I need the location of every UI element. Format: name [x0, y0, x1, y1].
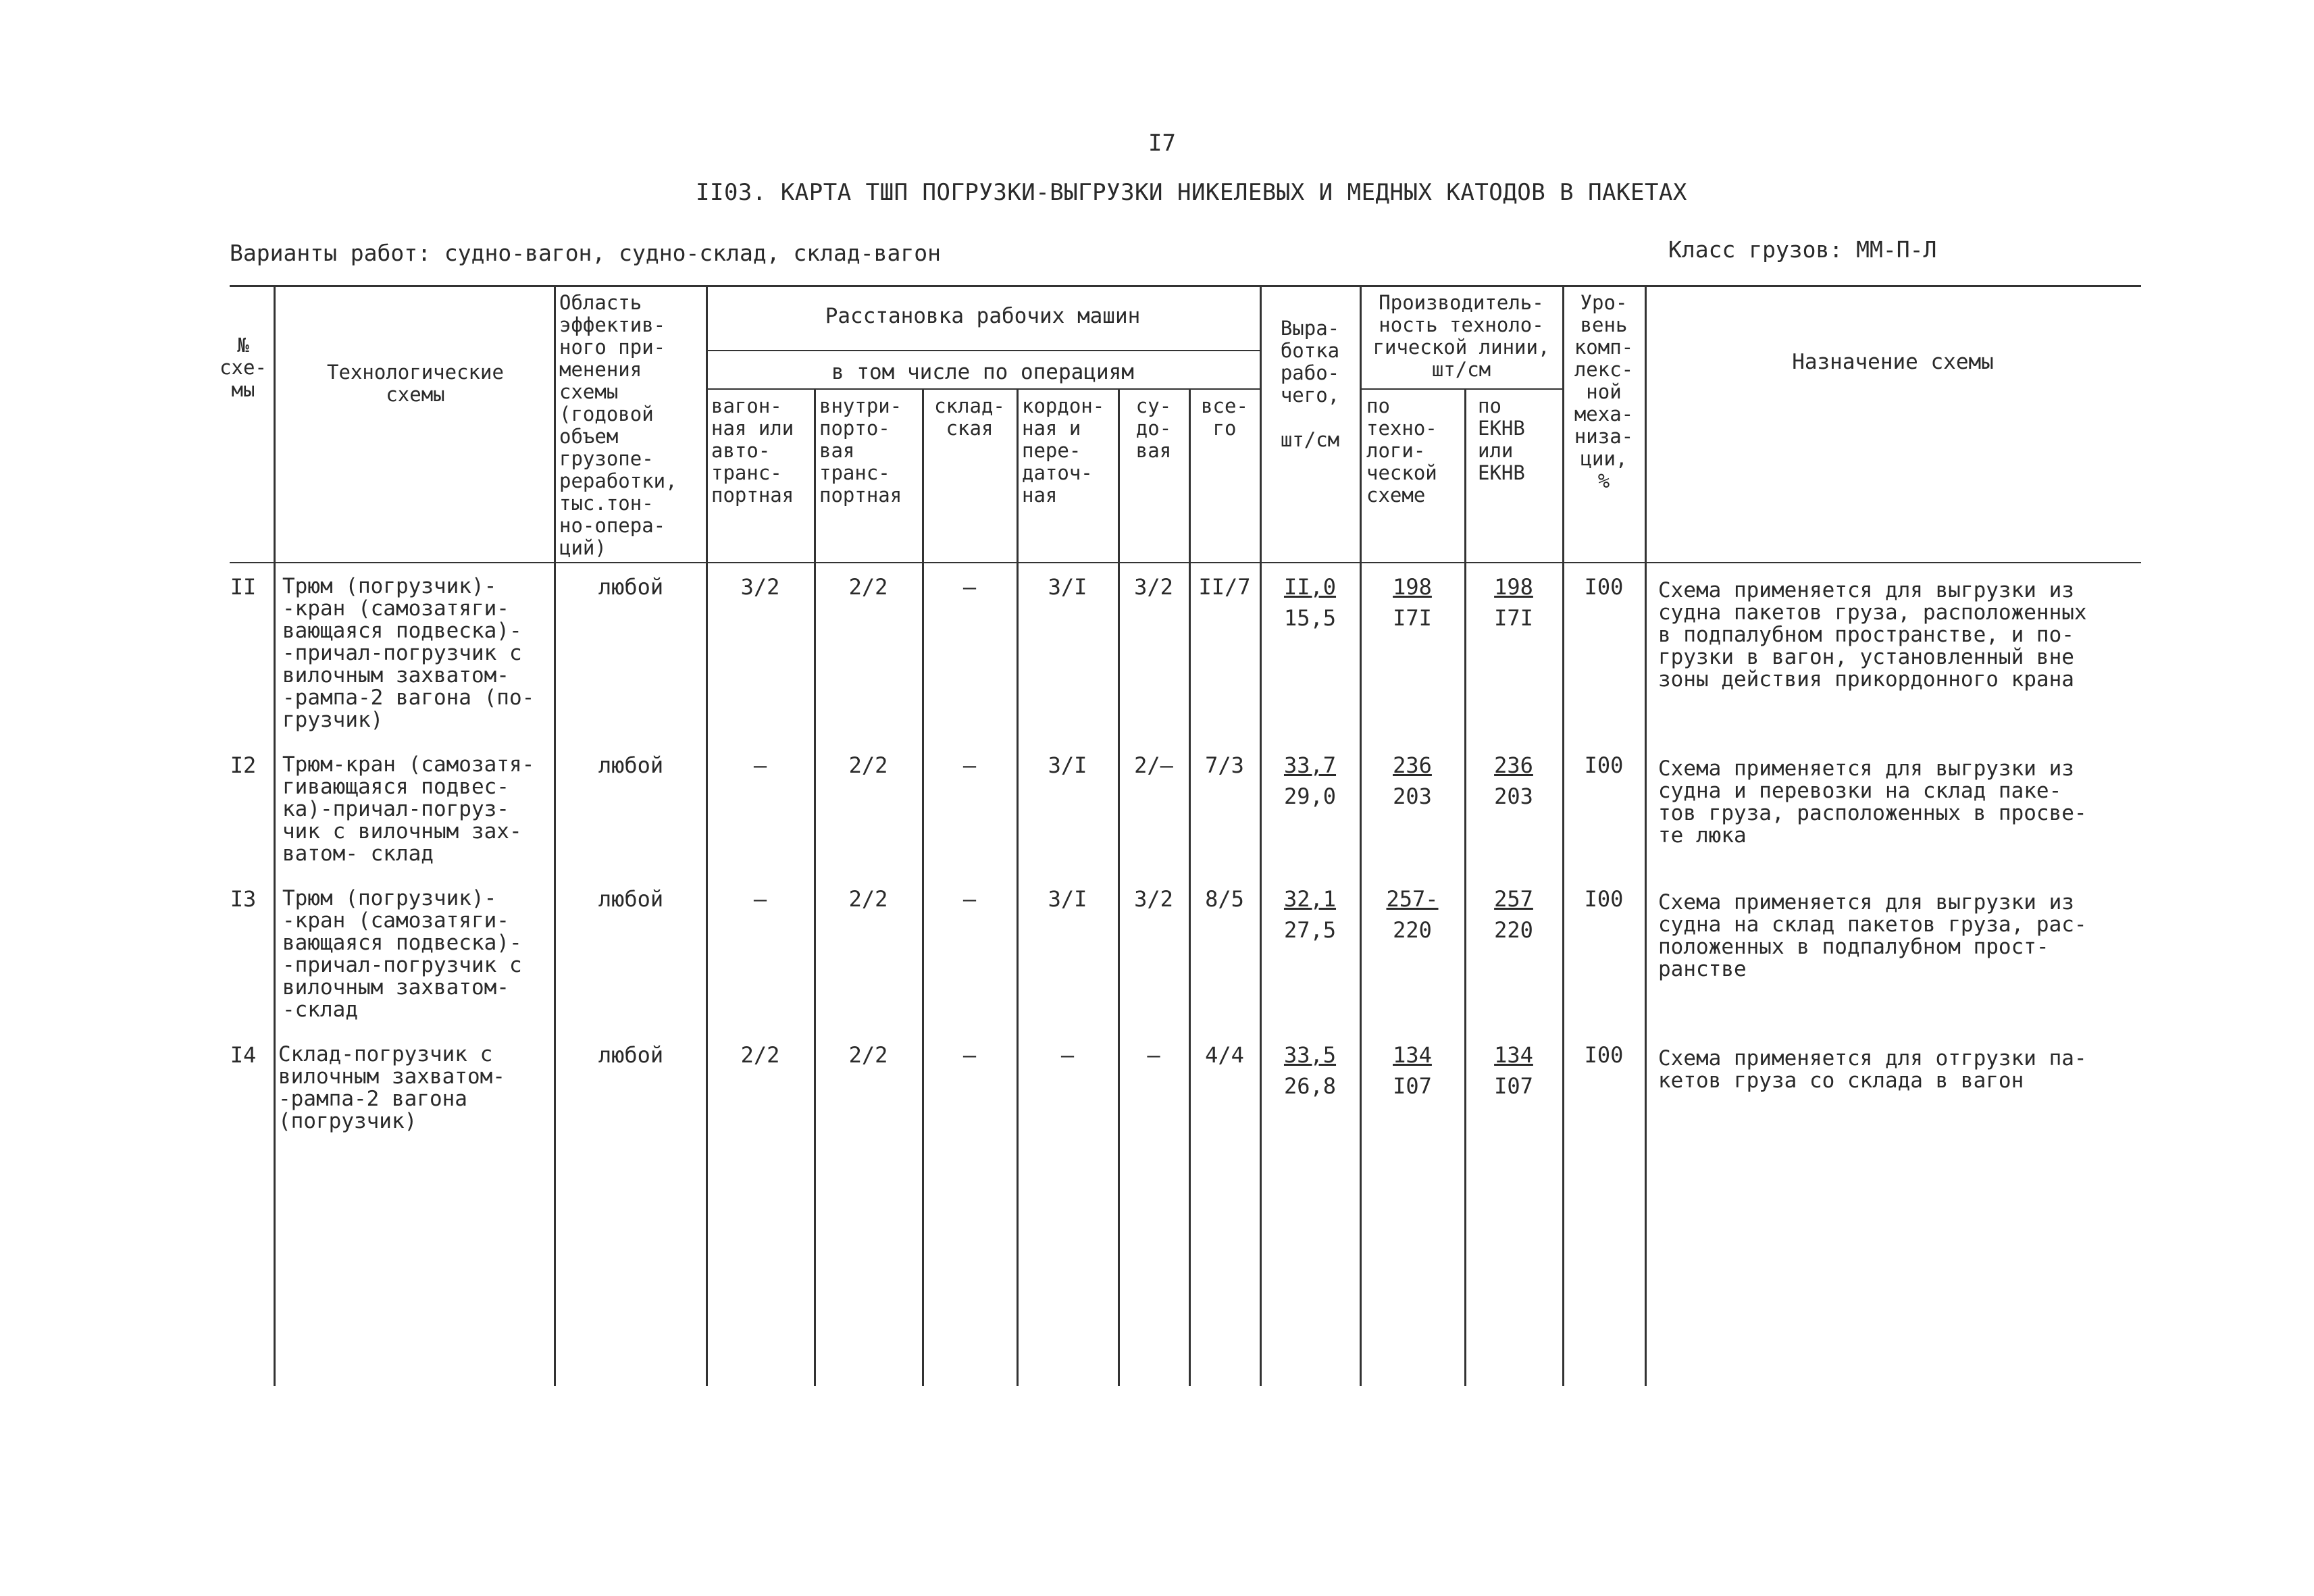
header-num [216, 334, 270, 401]
fraction-bottom: 203 [1494, 783, 1533, 809]
header-op-line: ная и [1022, 417, 1081, 440]
row-output [1262, 571, 1358, 634]
header-prod-line: шт/см [1431, 358, 1491, 381]
scheme-line: вающаяся подвеска)- [282, 931, 522, 955]
scheme-line: Трюм (погрузчик)- [282, 886, 497, 910]
header-num-line: схе- [220, 356, 267, 379]
header-op-internal [819, 395, 921, 507]
fraction-top: 236 [1494, 752, 1533, 778]
header-prod-tech-line: ческой [1366, 461, 1437, 484]
header-area-line: но-опера- [559, 514, 666, 537]
header-op-line: су- [1135, 394, 1172, 417]
purpose-line: судна и перевозки на склад паке- [1658, 779, 2062, 803]
row-mech: I00 [1584, 574, 1624, 600]
header-op-line: внутри- [819, 394, 902, 417]
row-scheme [282, 754, 552, 865]
header-output-line [1262, 407, 1358, 429]
header-op-line: вая [819, 439, 855, 462]
table-header-rule [230, 562, 2141, 563]
scheme-line: вилочным захватом- [282, 975, 509, 1000]
header-output [1262, 317, 1358, 451]
header-mech-line: % [1597, 469, 1610, 492]
row-num: II [230, 574, 257, 600]
row-prod-ekn [1466, 883, 1561, 946]
header-prod-tech-line: логи- [1366, 439, 1426, 462]
row-op-internal: 2/2 [848, 752, 888, 778]
row-op-warehouse: – [962, 886, 977, 912]
col-line [554, 285, 556, 1386]
header-area-line: тыс.тон- [559, 492, 654, 515]
scheme-line: (погрузчик) [278, 1109, 417, 1133]
header-mech-line: лекс- [1574, 358, 1634, 381]
work-variants: Варианты работ: судно-вагон, судно-склад, склад-вагон [230, 240, 941, 266]
fraction-bottom: 220 [1393, 917, 1432, 943]
header-op-line: транс- [711, 461, 782, 484]
purpose-line: Схема применяется для выгрузки из [1658, 890, 2074, 915]
row-purpose [1658, 580, 2141, 691]
header-mech-line: низа- [1574, 425, 1634, 448]
row-mech: I00 [1584, 886, 1624, 912]
scheme-line: Трюм (погрузчик)- [282, 574, 497, 598]
header-op-wagon [711, 395, 813, 507]
header-prod-line: гической линии, [1372, 336, 1550, 359]
row-op-wagon: 2/2 [740, 1042, 780, 1068]
header-prod-kn-line: ЕКНВ [1478, 461, 1525, 484]
row-prod-tech [1362, 1039, 1463, 1102]
fraction-bottom: 26,8 [1283, 1073, 1337, 1099]
row-scheme [282, 575, 552, 731]
fraction-bottom: I7I [1494, 605, 1533, 631]
header-op-line: пере- [1022, 439, 1081, 462]
header-prod-ekn [1478, 395, 1559, 484]
header-prod-tech-line: схеме [1366, 484, 1426, 507]
prod-subrule [1360, 388, 1562, 390]
fraction-top: 198 [1393, 574, 1432, 600]
header-area-line: ций) [559, 536, 607, 559]
row-mech: I00 [1584, 752, 1624, 778]
header-output-line: чего, [1280, 384, 1340, 407]
header-op-line: ская [946, 417, 994, 440]
header-prod-line: Производитель- [1379, 291, 1544, 314]
row-output [1262, 750, 1358, 812]
ops-subrule [706, 388, 1260, 390]
header-mech-line: ции, [1580, 447, 1628, 470]
row-prod-ekn [1466, 750, 1561, 812]
row-num: I3 [230, 886, 257, 912]
header-op-line: го [1212, 417, 1237, 440]
header-op-line: склад- [934, 394, 1005, 417]
header-placement: Расстановка рабочих машин [825, 304, 1141, 328]
row-prod-tech [1362, 883, 1463, 946]
header-area-line: (годовой [559, 403, 654, 426]
row-area: любой [598, 574, 664, 600]
header-op-line: ная [1022, 484, 1058, 507]
header-output-line: шт/см [1280, 428, 1340, 451]
row-op-ship: 3/2 [1134, 886, 1173, 912]
header-op-line: вагон- [711, 394, 782, 417]
header-num-line: № [237, 334, 249, 357]
header-op-line: порто- [819, 417, 890, 440]
header-including-ops: в том числе по операциям [831, 360, 1134, 384]
header-op-line: портная [819, 484, 902, 507]
header-area-line: схемы [559, 380, 619, 403]
row-num: I4 [230, 1042, 257, 1068]
row-op-internal: 2/2 [848, 886, 888, 912]
header-op-cordon [1022, 395, 1116, 507]
header-op-line: портная [711, 484, 794, 507]
header-op-line: авто- [711, 439, 771, 462]
header-mech-line: вень [1580, 313, 1628, 336]
row-output [1262, 1039, 1358, 1102]
row-op-internal: 2/2 [848, 1042, 888, 1068]
scheme-line: -рампа-2 вагона [278, 1087, 467, 1111]
scheme-line: грузчик) [282, 708, 384, 732]
row-op-total: 7/3 [1205, 752, 1244, 778]
purpose-line: кетов груза со склада в вагон [1658, 1069, 2024, 1093]
row-num: I2 [230, 752, 257, 778]
header-op-ship [1120, 395, 1187, 462]
scheme-line: -кран (самозатяги- [282, 596, 509, 621]
fraction-bottom: 15,5 [1283, 605, 1337, 631]
row-prod-ekn [1466, 571, 1561, 634]
header-output-line: Выра- [1280, 317, 1340, 340]
scheme-line: ка)-причал-погруз- [282, 797, 509, 821]
purpose-line: тов груза, расположенных в просве- [1658, 801, 2087, 825]
header-area-line: объем [559, 425, 619, 448]
header-op-warehouse [924, 395, 1015, 440]
row-op-total: 4/4 [1205, 1042, 1244, 1068]
header-prod-kn-line: по [1478, 394, 1501, 417]
row-output [1262, 883, 1358, 946]
header-tech-schemes [277, 361, 554, 406]
row-area: любой [598, 886, 664, 912]
header-op-line: транс- [819, 461, 890, 484]
header-area-line: ного при- [559, 336, 666, 359]
scheme-line: чик с вилочным зах- [282, 819, 522, 844]
header-op-line: все- [1201, 394, 1248, 417]
header-op-line: кордон- [1022, 394, 1105, 417]
scheme-line: вилочным захватом- [282, 663, 509, 688]
header-prod-kn-line: ЕКНВ [1478, 417, 1525, 440]
row-purpose [1658, 1048, 2141, 1092]
scheme-line: вилочным захватом- [278, 1064, 505, 1089]
header-mech-line: ной [1586, 380, 1622, 403]
header-prod-kn-line: или [1478, 439, 1514, 462]
purpose-line: те люка [1658, 823, 1747, 848]
purpose-line: судна пакетов груза, расположенных [1658, 600, 2087, 625]
purpose-line: Схема применяется для отгрузки па- [1658, 1046, 2087, 1071]
header-tech-line: схемы [386, 383, 445, 406]
fraction-top: 134 [1393, 1042, 1432, 1068]
purpose-line: положенных в подпалубном прост- [1658, 935, 2049, 959]
col-line [706, 285, 708, 1386]
header-op-line: до- [1135, 417, 1172, 440]
fraction-top: 236 [1393, 752, 1432, 778]
row-op-cordon: 3/I [1048, 752, 1087, 778]
header-prod-tech [1366, 395, 1461, 507]
row-op-ship: – [1147, 1042, 1160, 1068]
scheme-line: -склад [282, 998, 358, 1022]
scheme-line: Склад-погрузчик с [278, 1042, 493, 1066]
row-op-total: II/7 [1198, 574, 1251, 600]
header-area [559, 292, 704, 559]
row-op-ship: 3/2 [1134, 574, 1173, 600]
fraction-top: 198 [1494, 574, 1533, 600]
scheme-line: вающаяся подвеска)- [282, 619, 522, 643]
row-prod-ekn [1466, 1039, 1561, 1102]
header-purpose: Назначение схемы [1792, 350, 1994, 374]
fraction-bottom: I7I [1393, 605, 1432, 631]
cargo-class: Класс грузов: ММ-П-Л [1668, 236, 1937, 263]
page-number: I7 [1148, 130, 1176, 157]
col-line [1360, 285, 1362, 1386]
placement-subrule [706, 350, 1260, 351]
row-scheme [278, 1044, 548, 1133]
row-op-total: 8/5 [1205, 886, 1244, 912]
fraction-top: 257- [1386, 886, 1439, 912]
purpose-line: зоны действия прикордонного крана [1658, 667, 2074, 692]
header-tech-line: Технологические [327, 361, 504, 384]
header-output-line: ботка [1280, 339, 1340, 362]
header-productivity [1362, 292, 1561, 381]
header-op-total [1191, 395, 1258, 440]
scheme-line: -кран (самозатяги- [282, 908, 509, 933]
fraction-bottom: I07 [1393, 1073, 1432, 1099]
row-op-cordon: – [1060, 1042, 1075, 1068]
header-output-line: рабо- [1280, 361, 1340, 384]
fraction-bottom: 27,5 [1283, 917, 1337, 943]
row-op-wagon: – [753, 752, 767, 778]
col-line [1645, 285, 1647, 1386]
fraction-bottom: I07 [1494, 1073, 1533, 1099]
row-op-internal: 2/2 [848, 574, 888, 600]
scheme-line: -причал-погрузчик с [282, 641, 522, 665]
table-top-rule [230, 285, 2141, 287]
fraction-top: II,0 [1283, 574, 1337, 600]
scheme-line: гивающаяся подвес- [282, 775, 509, 799]
fraction-top: 257 [1494, 886, 1533, 912]
purpose-line: Схема применяется для выгрузки из [1658, 578, 2074, 602]
header-prod-tech-line: техно- [1366, 417, 1437, 440]
fraction-bottom: 29,0 [1283, 783, 1337, 809]
row-op-warehouse: – [962, 752, 977, 778]
header-area-line: менения [559, 358, 642, 381]
header-num-line: мы [231, 378, 255, 401]
header-op-line: ная или [711, 417, 794, 440]
fraction-bottom: 220 [1494, 917, 1533, 943]
row-area: любой [598, 752, 664, 778]
header-op-line: вая [1135, 439, 1172, 462]
header-area-line: грузопе- [559, 447, 654, 470]
fraction-top: 32,1 [1283, 886, 1337, 912]
col-line [274, 285, 276, 1386]
header-prod-line: ность техноло- [1379, 313, 1544, 336]
document-title: II03. КАРТА ТШП ПОГРУЗКИ-ВЫГРУЗКИ НИКЕЛЕВЫХ И МЕДНЫХ КАТОДОВ В ПАКЕТАХ [696, 179, 1687, 206]
purpose-line: Схема применяется для выгрузки из [1658, 756, 2074, 781]
header-mech-line: комп- [1574, 336, 1634, 359]
purpose-line: ранстве [1658, 957, 1747, 981]
purpose-line: судна на склад пакетов груза, рас- [1658, 912, 2087, 937]
header-area-line: реработки, [559, 469, 677, 492]
row-op-wagon: 3/2 [740, 574, 780, 600]
row-prod-tech [1362, 750, 1463, 812]
purpose-line: в подпалубном пространстве, и по- [1658, 623, 2074, 647]
fraction-top: 33,5 [1283, 1042, 1337, 1068]
row-scheme [282, 887, 552, 1021]
header-op-line: даточ- [1022, 461, 1093, 484]
row-purpose [1658, 758, 2141, 847]
header-mech-line: Уро- [1580, 291, 1628, 314]
row-op-cordon: 3/I [1048, 574, 1087, 600]
scheme-line: ватом- склад [282, 842, 434, 866]
scheme-line: -причал-погрузчик с [282, 953, 522, 977]
header-area-line: эффектив- [559, 313, 666, 336]
row-op-wagon: – [753, 886, 767, 912]
row-area: любой [598, 1042, 664, 1068]
row-op-ship: 2/– [1134, 752, 1173, 778]
row-op-warehouse: – [962, 1042, 977, 1068]
header-area-line: Область [559, 291, 642, 314]
purpose-line: грузки в вагон, установленный вне [1658, 645, 2074, 669]
header-mech-line: меха- [1574, 403, 1634, 426]
header-mechanization [1564, 292, 1643, 492]
row-mech: I00 [1584, 1042, 1624, 1068]
fraction-bottom: 203 [1393, 783, 1432, 809]
row-op-warehouse: – [962, 574, 977, 600]
row-purpose [1658, 892, 2141, 981]
scheme-line: -рампа-2 вагона (по- [282, 686, 535, 710]
fraction-top: 134 [1494, 1042, 1533, 1068]
row-prod-tech [1362, 571, 1463, 634]
row-op-cordon: 3/I [1048, 886, 1087, 912]
scheme-line: Трюм-кран (самозатя- [282, 752, 535, 777]
fraction-top: 33,7 [1283, 752, 1337, 778]
header-prod-tech-line: по [1366, 394, 1390, 417]
